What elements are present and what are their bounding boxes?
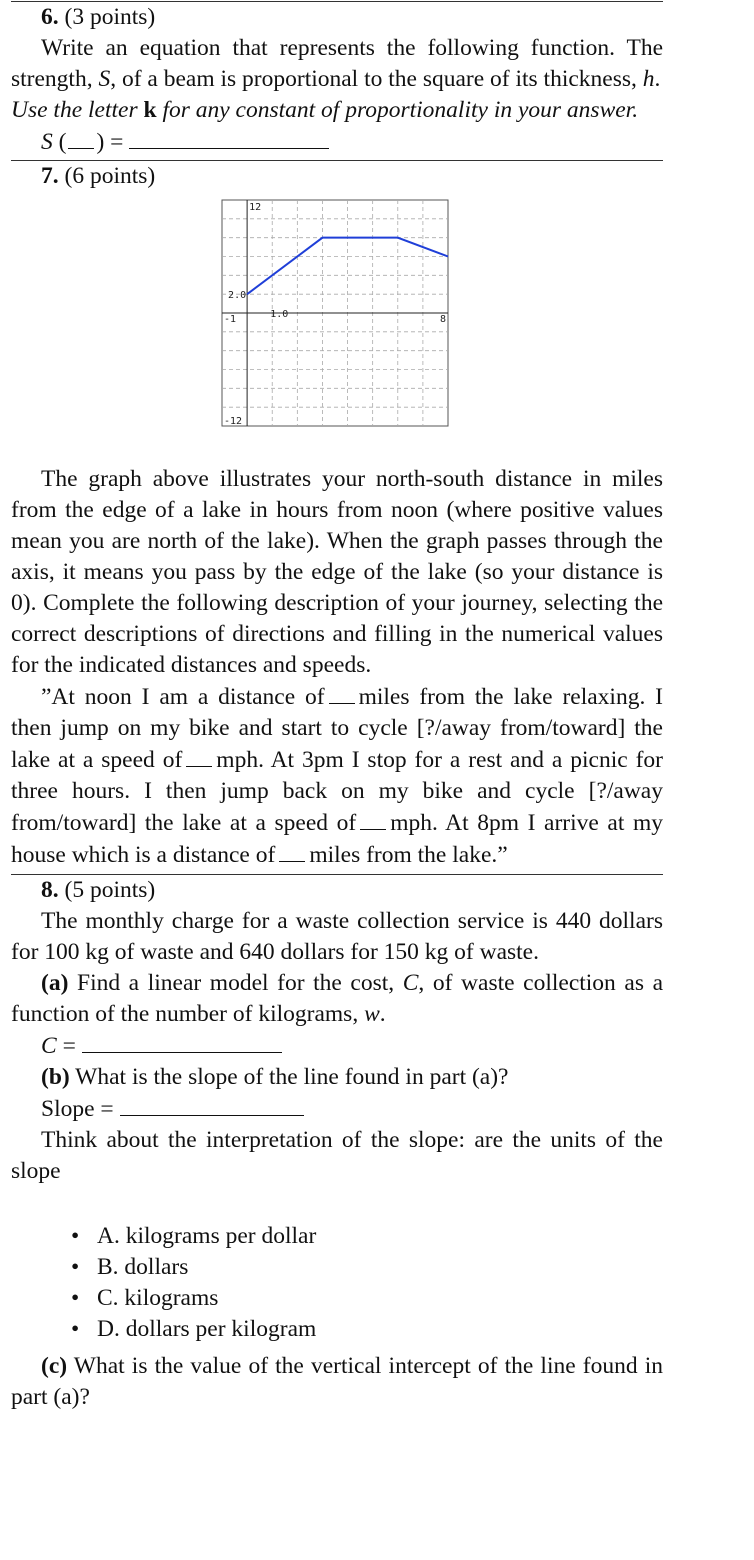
question-6-instructions: Use the letter k for any constant of proportionality in your answer.: [11, 97, 639, 123]
distance-graph-container: [11, 192, 663, 464]
question-7-description: The graph above illustrates your north-south distance in miles from the edge of a lake in hours from noon (where positive values mean you are north of the lake). When the graph passes through the axis, it means you pass by the edge of the lake (so your distance is 0). Complete the following description of your journey, selecting the correct descriptions of directions and filling in the numerical values for the indicated distances and speeds.: [11, 466, 663, 678]
question-6-heading: [11, 2, 663, 33]
question-6: [11, 2, 663, 158]
question-points: (3 points): [64, 4, 156, 30]
equation-input[interactable]: [129, 126, 329, 149]
question-8-part-a: (a) Find a linear model for the cost, C, of waste collection as a function of the number of kilograms, w.: [11, 970, 663, 1027]
question-number: 6.: [41, 4, 59, 30]
direction-select-1[interactable]: [?/away from/toward]: [416, 715, 626, 741]
question-6-prompt: Write an equation that represents the following function. The strength, S, of a beam is proportional to the square of its thickness, h.: [11, 35, 663, 92]
question-8-part-b: (b) What is the slope of the line found in part (a)?: [41, 1064, 509, 1090]
direction-select-2[interactable]: [?/away from/toward]: [11, 778, 663, 836]
question-number: 7.: [41, 163, 59, 189]
tick-label-x-right: 8: [439, 314, 446, 325]
worksheet-page: [11, 0, 663, 1413]
tick-label-y-top: 12: [249, 202, 262, 213]
tick-label-x-mark: 1.0: [270, 309, 289, 320]
speed-input-1[interactable]: [186, 744, 212, 767]
question-8: [11, 875, 663, 1413]
option-c[interactable]: • C. kilograms: [71, 1283, 663, 1314]
end-distance-input[interactable]: [279, 839, 305, 862]
distance-graph: [221, 199, 461, 439]
question-points: (6 points): [64, 163, 156, 189]
slope-units-question: Think about the interpretation of the slope: are the units of the slope: [11, 1127, 663, 1184]
option-a[interactable]: • A. kilograms per dollar: [71, 1221, 663, 1252]
question-8-heading: [11, 875, 663, 906]
question-8-part-c: (c) What is the value of the vertical intercept of the line found in part (a)?: [11, 1353, 663, 1410]
tick-label-x-left: -1: [224, 314, 237, 325]
option-d[interactable]: • D. dollars per kilogram: [71, 1314, 663, 1345]
argument-input[interactable]: [68, 126, 94, 149]
question-points: (5 points): [64, 877, 156, 903]
start-distance-input[interactable]: [329, 681, 355, 704]
cost-answer-row: C =: [11, 1030, 663, 1062]
tick-label-y-bottom: -12: [224, 416, 243, 427]
slope-answer-row: Slope =: [11, 1093, 663, 1125]
question-8-intro: The monthly charge for a waste collection service is 440 dollars for 100 kg of waste and 640 dollars for 150 kg of waste.: [11, 908, 663, 965]
cost-model-input[interactable]: [82, 1030, 282, 1053]
speed-input-2[interactable]: [360, 807, 386, 830]
slope-input[interactable]: [120, 1093, 304, 1116]
question-7-story: ”At noon I am a distance of miles from the lake relaxing. I then jump on my bike and start to cycle [?/away from/toward] the lake at a speed of mph. At 3pm I stop for a rest and a picnic for three hours. I then jump back on my bike and cycle [?/away from/toward] the lake at a speed of mph. At 8pm I arrive at my house which is a distance of miles from the lake.”: [11, 681, 663, 871]
slope-units-options: [11, 1221, 663, 1345]
tick-label-y-mark: 2.0: [228, 290, 247, 302]
question-7: [11, 161, 663, 871]
question-6-answer-row: S ( ) =: [11, 126, 663, 158]
option-b[interactable]: • B. dollars: [71, 1252, 663, 1283]
question-number: 8.: [41, 877, 59, 903]
question-7-heading: [11, 161, 663, 192]
